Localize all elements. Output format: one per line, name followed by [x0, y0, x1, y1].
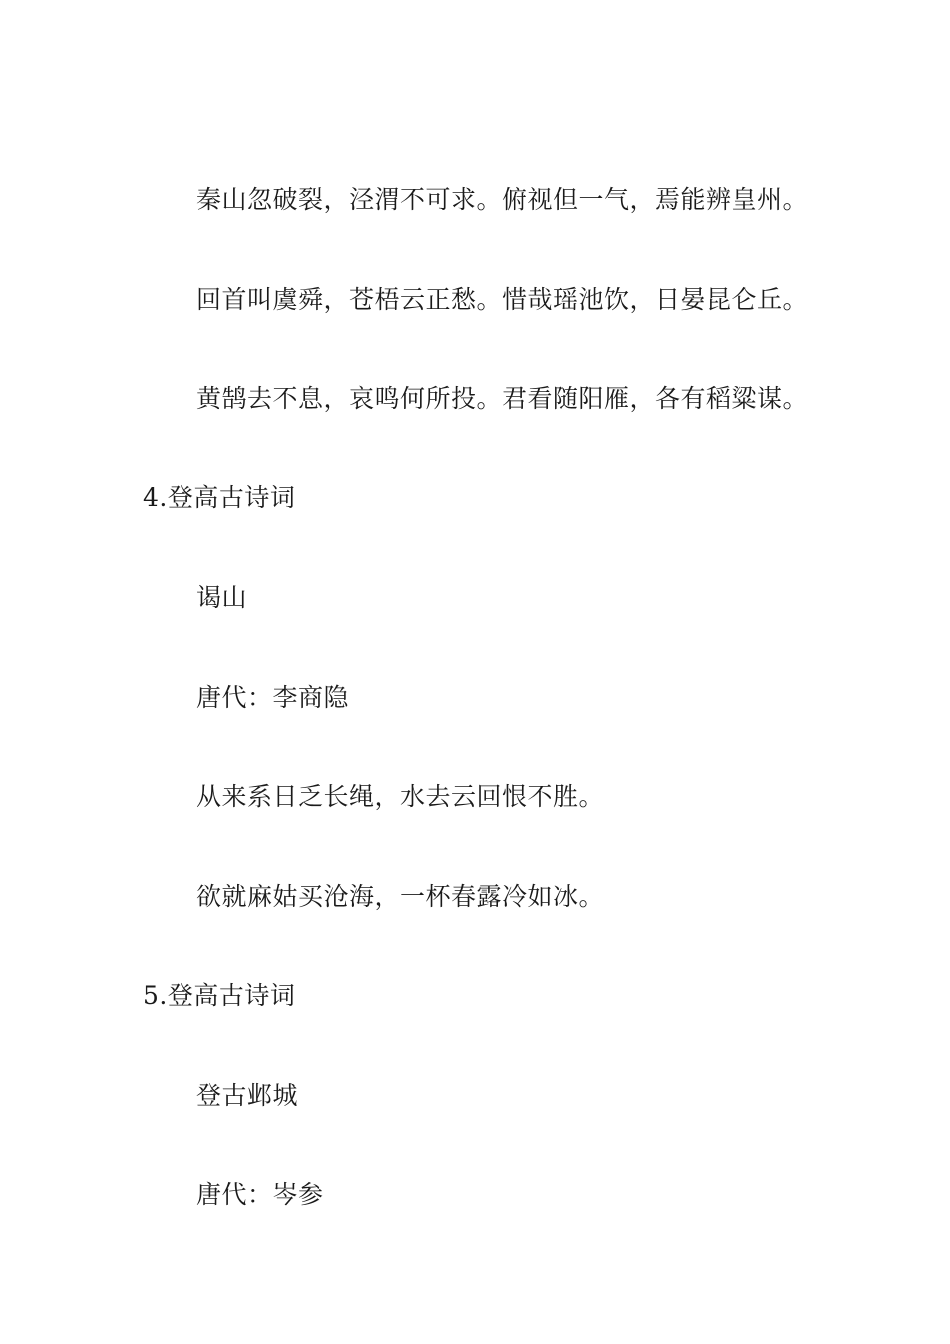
poem-author: 唐代：李商隐 — [196, 683, 350, 712]
poem-author: 唐代：岑参 — [196, 1180, 324, 1209]
poem-line: 欲就麻姑买沧海，一杯春露冷如冰。 — [196, 882, 605, 911]
section-heading: 5.登高古诗词 — [143, 981, 296, 1010]
section-heading: 4.登高古诗词 — [143, 483, 296, 512]
poem-title: 登古邺城 — [196, 1081, 299, 1110]
poem-line: 回首叫虞舜，苍梧云正愁。惜哉瑶池饮，日晏昆仑丘。 — [196, 285, 809, 314]
poem-line: 黄鹄去不息，哀鸣何所投。君看随阳雁，各有稻粱谋。 — [196, 384, 809, 413]
poem-line: 从来系日乏长绳，水去云回恨不胜。 — [196, 782, 605, 811]
poem-line: 秦山忽破裂，泾渭不可求。俯视但一气，焉能辨皇州。 — [196, 185, 809, 214]
poem-title: 谒山 — [196, 583, 248, 612]
